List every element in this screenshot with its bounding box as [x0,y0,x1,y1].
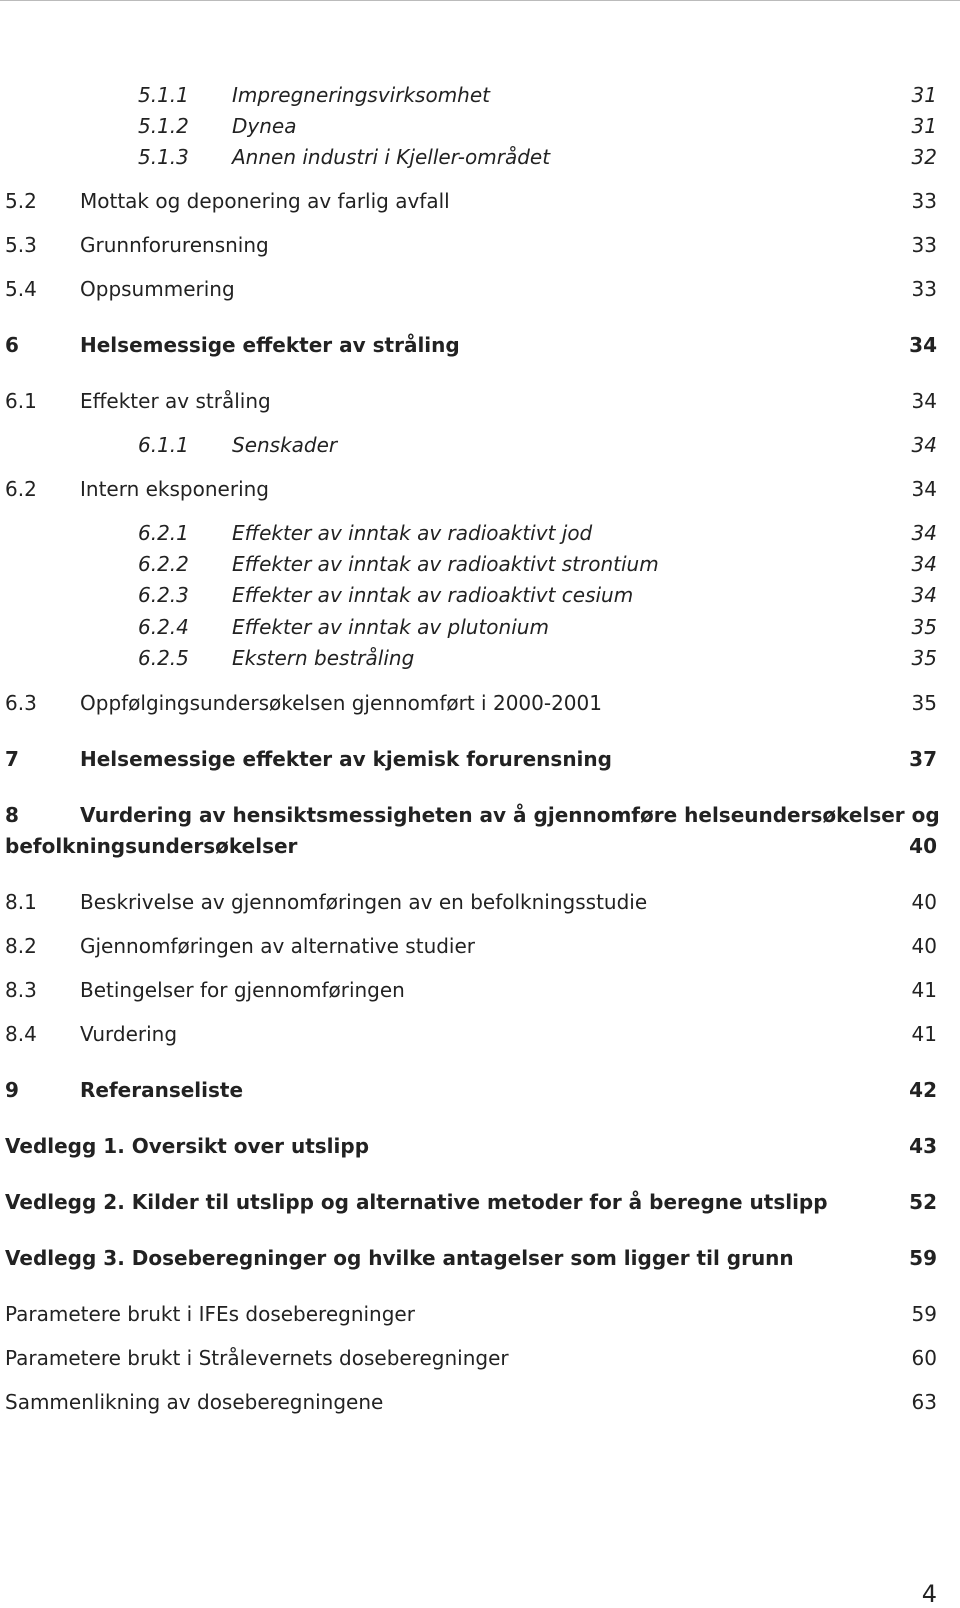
toc-entry[interactable] [0,931,960,961]
toc-number: 6.1 [5,389,37,413]
toc-page: 34 [909,333,937,357]
toc-number: 6.3 [5,691,37,715]
toc-number: 8.3 [5,978,37,1002]
toc-page: 34 [911,521,937,545]
toc-number: 6 [5,333,19,357]
toc-page: 40 [911,934,937,958]
toc-title: Impregneringsvirksomhet [232,83,491,107]
toc-page: 40 [909,834,937,858]
toc-page: 40 [911,890,937,914]
toc-number: 5.2 [5,189,37,213]
toc-chapter[interactable] [0,330,960,360]
toc-entry[interactable] [0,975,960,1005]
toc-number: 5.1.2 [138,114,189,138]
toc-page: 32 [911,145,937,169]
toc-page: 35 [911,691,937,715]
toc-title: Effekter av inntak av plutonium [232,615,549,639]
toc-page: 33 [911,233,937,257]
toc-number: 6.2.3 [138,583,189,607]
page-number: 4 [921,1580,937,1608]
toc-page: 41 [911,1022,937,1046]
toc-number: 5.1.1 [138,83,189,107]
toc-page: 34 [911,433,937,457]
toc-page: 59 [909,1246,937,1270]
toc-entry[interactable] [0,142,960,172]
toc-title: Annen industri i Kjeller-området [232,145,551,169]
toc-title: Effekter av inntak av radioaktivt jod [232,521,593,545]
toc-entry[interactable] [0,274,960,304]
toc-number: 9 [5,1078,19,1102]
toc-title: Effekter av inntak av radioaktivt cesium [232,583,634,607]
toc-number: 5.3 [5,233,37,257]
toc-title: Oppsummering [80,277,235,301]
toc-number: 6.2.1 [138,521,189,545]
toc-entry[interactable] [0,887,960,917]
toc-title: Referanseliste [80,1078,244,1102]
toc-page: 33 [911,189,937,213]
toc-chapter-continued[interactable] [0,831,960,861]
toc-title: Effekter av stråling [80,389,271,413]
toc-entry[interactable] [0,474,960,504]
toc-entry[interactable] [0,549,960,579]
toc-number: 8.2 [5,934,37,958]
toc-page: 37 [909,747,937,771]
toc-entry[interactable] [0,1019,960,1049]
toc-title-continued: befolkningsundersøkelser [5,834,298,858]
toc-title: Dynea [232,114,297,138]
toc-title: Vedlegg 3. Doseberegninger og hvilke antagelser som ligger til grunn [5,1246,794,1270]
toc-entry[interactable] [0,430,960,460]
toc-entry[interactable] [0,230,960,260]
toc-chapter[interactable] [0,744,960,774]
toc-entry[interactable] [0,80,960,110]
toc-entry[interactable] [0,1343,960,1373]
toc-number: 8.4 [5,1022,37,1046]
toc-entry[interactable] [0,186,960,216]
toc-title: Betingelser for gjennomføringen [80,978,405,1002]
toc-page: 31 [911,83,937,107]
toc-title: Parametere brukt i Strålevernets doseberegninger [5,1346,509,1370]
toc-number: 8.1 [5,890,37,914]
toc-entry[interactable] [0,111,960,141]
toc-title: Vedlegg 1. Oversikt over utslipp [5,1134,370,1158]
toc-title: Helsemessige effekter av stråling [80,333,460,357]
toc-appendix[interactable] [0,1243,960,1273]
toc-title: Vurdering [80,1022,178,1046]
toc-number: 5.1.3 [138,145,189,169]
toc-entry[interactable] [0,643,960,673]
toc-entry[interactable] [0,518,960,548]
toc-page: 34 [911,583,937,607]
toc-title: Beskrivelse av gjennomføringen av en befolkningsstudie [80,890,648,914]
toc-page: 34 [911,552,937,576]
toc-entry[interactable] [0,1387,960,1417]
toc-chapter[interactable] [0,800,960,830]
toc-page: 31 [911,114,937,138]
toc-entry[interactable] [0,1299,960,1329]
toc-page: 41 [911,978,937,1002]
toc-number: 6.2.2 [138,552,189,576]
toc-number: 5.4 [5,277,37,301]
toc-number: 6.2.4 [138,615,189,639]
toc-title: Gjennomføringen av alternative studier [80,934,476,958]
toc-entry[interactable] [0,386,960,416]
toc-number: 6.2 [5,477,37,501]
toc-page: 63 [911,1390,937,1414]
toc-title: Sammenlikning av doseberegningene [5,1390,384,1414]
toc-appendix[interactable] [0,1187,960,1217]
toc-appendix[interactable] [0,1131,960,1161]
toc-title: Helsemessige effekter av kjemisk forurensning [80,747,612,771]
toc-number: 7 [5,747,19,771]
toc-title: Intern eksponering [80,477,269,501]
toc-page: 34 [911,389,937,413]
toc-page: 60 [911,1346,937,1370]
toc-entry[interactable] [0,580,960,610]
toc-title: Effekter av inntak av radioaktivt strontium [232,552,659,576]
toc-title: Vurdering av hensiktsmessigheten av å gjennomføre helseundersøkelser og [80,803,940,827]
toc-title: Oppfølgingsundersøkelsen gjennomført i 2000-2001 [80,691,602,715]
toc-number: 6.2.5 [138,646,189,670]
toc-title: Parametere brukt i IFEs doseberegninger [5,1302,415,1326]
toc-chapter[interactable] [0,1075,960,1105]
top-rule [0,0,960,1]
toc-title: Mottak og deponering av farlig avfall [80,189,450,213]
toc-number: 6.1.1 [138,433,189,457]
toc-page: 33 [911,277,937,301]
toc-title: Ekstern bestråling [232,646,415,670]
toc-page: 52 [909,1190,937,1214]
toc-title: Grunnforurensning [80,233,269,257]
toc-page: 59 [911,1302,937,1326]
toc-entry[interactable] [0,688,960,718]
toc-title: Vedlegg 2. Kilder til utslipp og alternative metoder for å beregne utslipp [5,1190,828,1214]
toc-number: 8 [5,803,19,827]
toc-page: 35 [911,646,937,670]
toc-page: 43 [909,1134,937,1158]
toc-title: Senskader [232,433,338,457]
toc-page: 34 [911,477,937,501]
toc-page: 42 [909,1078,937,1102]
toc-entry[interactable] [0,612,960,642]
toc-page: 35 [911,615,937,639]
